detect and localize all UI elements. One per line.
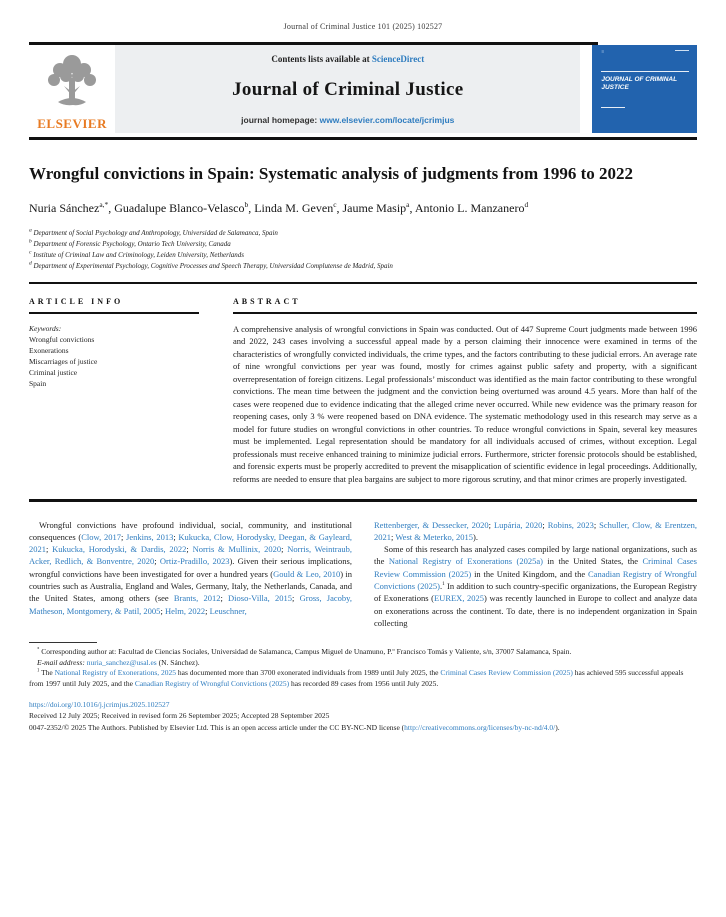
journal-homepage-line: journal homepage: www.elsevier.com/locate/jcrimjus <box>241 115 455 125</box>
inline-link[interactable]: Brants, 2012 <box>173 593 221 604</box>
elsevier-wordmark: ELSEVIER <box>37 116 107 131</box>
elsevier-tree-icon <box>44 47 100 116</box>
doi-url[interactable]: https://doi.org/10.1016/j.jcrimjus.2025.102527 <box>29 699 170 709</box>
keyword-item: Exonerations <box>29 345 69 355</box>
superscript-marker: b <box>244 200 249 209</box>
superscript-marker: 1 <box>37 668 40 674</box>
article-meta-block <box>29 700 697 734</box>
affiliation-text: Department of Experimental Psychology, Cognitive Processes and Speech Therapy, Universidad Complutense de Madrid, Spain <box>31 262 393 270</box>
keyword-item: Spain <box>29 378 47 388</box>
inline-link[interactable]: Dioso-Villa, 2015 <box>228 593 293 604</box>
affiliation-text: Department of Social Psychology and Anthropology, Universidad de Salamanca, Spain <box>31 229 278 237</box>
inline-link[interactable]: ScienceDirect <box>371 54 425 64</box>
keywords-block <box>29 323 215 389</box>
inline-link[interactable]: Criminal Cases Review Commission (2025) <box>440 668 573 678</box>
journal-masthead <box>29 45 697 133</box>
footnote-1: $^1$ The National Registry of Exonerations, 2025 has documented more than 3700 exonerated individuals from 1989 until July 2025, the Criminal Cases Review Commission (2025) has achieved 595 successful appeals from 1997 until July 2025, and the Canadian Registry of Wrongful Convictions (2025) has recorded 89 cases from 1956 until July 2025. <box>29 668 684 688</box>
abstract-text: A comprehensive analysis of wrongful convictions in Spain was conducted. Out of 447 Supreme Court judgments made between 1996 and 2022, 243 cases involving a successful appeal made by a person claiming their innocence were examined in terms of the characteristics of wrongfully convicted individuals, the crime types, and the factors contributing to these judicial errors. An average rate of nine wrongful convictions per year was found, mostly for crimes against public safety and property, with a significant overrepresentation of foreign citizens. Legal professionals’ misconduct was identified as the main factor contributing to these wrongful convictions. The mean time between the judgment and the conviction being overturned was around 4.5 years. More than half of the cases were reopened due to evidence indicating that the alleged crime never occurred. While new evidence was the primary reason for reopening cases, only 3 % were reopened based on DNA evidence. The systematic methodology used in this research may serve as a model for future studies on wrongful convictions in other countries. To reduce wrongful convictions in Spain, several key measures must be implemented. Legal representation should be mandatory for all individuals accused of crimes, without exception. Legal professionals must receive enhanced training to minimize judicial errors. Furthermore, stricter forensic protocols should be established, and forensic experts must be properly accredited to prevent the misapplication of scientific evidence in legal proceedings. Additionally, reforms are needed to ensure that plea bargains are subject to more rigorous scrutiny, and that minor crimes are properly investigated. <box>233 323 697 484</box>
body-right-column <box>374 519 697 630</box>
info-abstract-section <box>29 297 697 485</box>
affiliation-sup: a <box>29 227 32 234</box>
inline-link[interactable]: Ortiz-Pradillo, 2023 <box>159 556 230 567</box>
affiliation-text: Department of Forensic Psychology, Ontario Tech University, Canada <box>31 240 231 248</box>
body-paragraph: Some of this research has analyzed cases compiled by large national organizations, such as the National Registry of Exonerations (2025a) in the United States, the Criminal Cases Review Commission (2025) in the United Kingdom, and the Canadian Registry of Wrongful Convictions (2025).$^1$ In addition to such country-specific organizations, the European Registry of Exonerations (EUREX, 2025) was recently launched in Europe to collect and analyze data on exonerations across the continent. To date, there is no independent organization in Spain collecting <box>374 544 698 628</box>
inline-link[interactable]: Criminal Cases Review Commission (2025) <box>374 556 697 579</box>
article-info-column <box>29 297 215 485</box>
masthead-center-band <box>115 45 580 133</box>
affiliations-list <box>29 228 697 272</box>
affiliation-sup: c <box>29 249 32 256</box>
inline-link[interactable]: Clow, 2017 <box>81 531 121 542</box>
keywords-label: Keywords: <box>29 323 62 333</box>
authors-line: Nuria Sánchez$^{a,*}$, Guadalupe Blanco-Velasco$^b$, Linda M. Geven$^c$, Jaume Masip$^a$, Antonio L. Manzanero$^d$ <box>29 200 529 215</box>
affiliation-item <box>29 228 697 239</box>
inline-link[interactable]: http://creativecommons.org/licenses/by-nc-nd/4.0/ <box>404 722 556 732</box>
inline-link[interactable]: West & Meterko, 2015 <box>395 531 474 542</box>
received-dates-line: Received 12 July 2025; Received in revised form 26 September 2025; Accepted 28 September 2025 <box>29 711 330 721</box>
contents-list-line: Contents lists available at ScienceDirect <box>271 54 425 64</box>
running-head-citation: Journal of Criminal Justice 101 (2025) 102527 <box>283 22 443 31</box>
body-left-column <box>29 519 352 630</box>
inline-link[interactable]: nuria_sanchez@usal.es <box>86 657 157 667</box>
inline-link[interactable]: National Registry of Exonerations, 2025 <box>54 668 177 678</box>
cover-top-mark: ≡ <box>601 50 605 55</box>
inline-link[interactable]: EUREX, 2025 <box>433 593 485 604</box>
cover-top-rule <box>675 50 689 51</box>
inline-link[interactable]: Lupária, 2020 <box>493 519 543 530</box>
footnotes-block <box>29 647 697 689</box>
body-paragraph: Rettenberger, & Dessecker, 2020; Lupária, 2020; Robins, 2023; Schuller, Clow, & Erentzen, 2021; West & Meterko, 2015). <box>374 519 697 542</box>
cover-bottom-rule <box>601 107 625 108</box>
cover-journal-name: JOURNAL OF CRIMINAL JUSTICE <box>601 76 677 91</box>
doi-link[interactable] <box>29 700 697 711</box>
cover-divider-rule <box>601 71 689 72</box>
abstract-heading: ABSTRACT <box>233 297 301 306</box>
inline-link[interactable]: Jenkins, 2013 <box>126 531 174 542</box>
superscript-marker: * <box>37 647 40 653</box>
affiliation-text: Institute of Criminal Law and Criminology, Leiden University, Netherlands <box>31 251 244 259</box>
inline-link[interactable]: Helm, 2022 <box>164 605 206 616</box>
email-address-note: E-mail address: nuria_sanchez@usal.es (N. Sánchez). <box>37 657 200 667</box>
inline-link[interactable]: Schuller, Clow, & Erentzen, 2021 <box>374 519 697 542</box>
article-info-rule <box>29 312 199 314</box>
body-paragraph: Wrongful convictions have profound individual, social, community, and institutional consequences (Clow, 2017; Jenkins, 2013; Kukucka, Clow, Horodysky, Deegan, & Gayleard, 2021; Kukucka, Horodyski, & Dardis, 2022; Norris & Mullinix, 2020; Norris, Weintraub, Acker, Redlich, & Bonventre, 2020; Ortiz-Pradillo, 2023). Given their serious implications, wrongful convictions have been investigated for over a hundred years (Gould & Leo, 2010) in countries such as Australia, England and Wales, Germany, Italy, the Netherlands, Canada, and the United States, among others (see Brants, 2012; Dioso-Villa, 2015; Gross, Jacoby, Matheson, Montgomery, & Patil, 2005; Helm, 2022; Leuschner, <box>29 519 352 616</box>
section-divider-rule <box>29 282 697 284</box>
keyword-item: Wrongful convictions <box>29 334 95 344</box>
journal-title: Journal of Criminal Justice <box>232 78 464 100</box>
inline-link[interactable]: Canadian Registry of Wrongful Convictions (2025) <box>134 678 290 688</box>
page-title: Wrongful convictions in Spain: Systematic analysis of judgments from 1996 to 2022 <box>29 164 634 183</box>
superscript-marker: c <box>333 200 337 209</box>
italic-label: E-mail address: <box>37 657 85 667</box>
inline-link[interactable]: National Registry of Exonerations (2025a) <box>388 556 543 567</box>
superscript-marker: 1 <box>442 581 445 588</box>
keyword-item: Criminal justice <box>29 367 78 377</box>
affiliation-item <box>29 239 697 250</box>
inline-link[interactable]: Kukucka, Horodyski, & Dardis, 2022 <box>52 544 187 555</box>
inline-link[interactable]: Canadian Registry of Wrongful Convictions (2025) <box>374 568 697 591</box>
affiliation-sup: b <box>29 238 32 245</box>
footnote-separator-rule <box>29 642 97 643</box>
abstract-closing-rule <box>29 499 697 502</box>
abstract-column <box>233 297 697 485</box>
copyright-license-line: 0047-2352/© 2025 The Authors. Published by Elsevier Ltd. This is an open access article under the CC BY-NC-ND license (http://creativecommons.org/licenses/by-nc-nd/4.0/). <box>29 722 560 732</box>
article-info-heading: ARTICLE INFO <box>29 297 124 306</box>
superscript-marker: a,* <box>99 200 109 209</box>
abstract-rule <box>233 312 697 314</box>
masthead-bottom-rule <box>29 137 697 140</box>
inline-link[interactable]: Gould & Leo, 2010 <box>273 568 341 579</box>
inline-link[interactable]: Kukucka, Clow, Horodysky, Deegan, & Gayleard, 2021 <box>29 531 352 555</box>
inline-link[interactable]: www.elsevier.com/locate/jcrimjus <box>319 115 455 125</box>
article-first-page <box>0 22 726 733</box>
affiliation-sup: d <box>29 260 32 267</box>
corresponding-author-note: * Corresponding author at: Facultad de Ciencias Sociales, Universidad de Salamanca, Campus Miguel de Unamuno, P.º Francisco Tomás y Valiente, s/n, 37007 Salamanca, Spain. <box>37 647 572 657</box>
body-text-columns <box>29 519 697 630</box>
journal-cover-thumbnail[interactable] <box>592 45 697 133</box>
inline-link[interactable]: Robins, 2023 <box>547 519 594 530</box>
superscript-marker: a <box>406 200 410 209</box>
affiliation-item <box>29 261 697 272</box>
inline-link[interactable]: Rettenberger, & Dessecker, 2020 <box>374 519 489 530</box>
inline-link[interactable]: Norris, Weintraub, Acker, Redlich, & Bonventre, 2020 <box>29 544 352 567</box>
affiliation-item <box>29 250 697 261</box>
superscript-marker: d <box>524 200 529 209</box>
inline-link[interactable]: Gross, Jacoby, Matheson, Montgomery, & Patil, 2005 <box>29 593 352 616</box>
keyword-item: Miscarriages of justice <box>29 356 98 366</box>
inline-link[interactable]: Leuschner, <box>209 605 247 616</box>
elsevier-logo[interactable] <box>29 45 115 133</box>
inline-link[interactable]: Norris & Mullinix, 2020 <box>192 544 282 555</box>
